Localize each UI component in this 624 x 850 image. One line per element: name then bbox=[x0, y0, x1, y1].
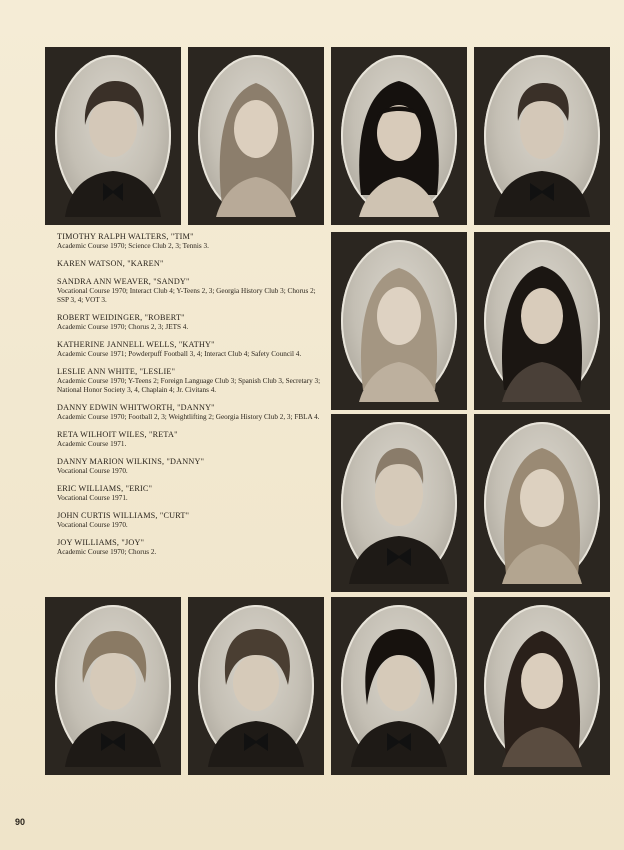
student-name: RETA WILHOIT WILES, "RETA" bbox=[57, 430, 178, 439]
student-activities: Academic Course 1970; Chorus 2. bbox=[57, 548, 157, 556]
student-name: ERIC WILLIAMS, "ERIC" bbox=[57, 484, 153, 493]
portrait-photo-12 bbox=[474, 597, 610, 775]
student-name: ROBERT WEIDINGER, "ROBERT" bbox=[57, 313, 185, 322]
list-item bbox=[57, 484, 327, 503]
student-activities: Academic Course 1970; Chorus 2, 3; JETS 4. bbox=[57, 323, 189, 331]
student-name: KATHERINE JANNELL WELLS, "KATHY" bbox=[57, 340, 215, 349]
student-activities: Vocational Course 1971. bbox=[57, 494, 128, 502]
list-item bbox=[57, 457, 327, 476]
student-activities: Vocational Course 1970. bbox=[57, 521, 128, 529]
student-activities: Vocational Course 1970. bbox=[57, 467, 128, 475]
list-item bbox=[57, 511, 327, 530]
portrait-photo-10 bbox=[188, 597, 324, 775]
list-item bbox=[57, 259, 327, 269]
student-name: LESLIE ANN WHITE, "LESLIE" bbox=[57, 367, 176, 376]
list-item bbox=[57, 277, 327, 305]
portrait-photo-7 bbox=[331, 414, 467, 592]
student-activities: Academic Course 1971; Powderpuff Football 3, 4; Interact Club 4; Safety Council 4. bbox=[57, 350, 302, 358]
portrait-photo-6 bbox=[474, 232, 610, 410]
student-activities: Vocational Course 1970; Interact Club 4; Y-Teens 2, 3; Georgia History Club 3; Chorus 2; SSP 3, 4; VOT 3. bbox=[57, 287, 316, 304]
student-name: TIMOTHY RALPH WALTERS, "TIM" bbox=[57, 232, 194, 241]
student-name: DANNY EDWIN WHITWORTH, "DANNY" bbox=[57, 403, 215, 412]
portrait-photo-1 bbox=[45, 47, 181, 225]
portrait-photo-5 bbox=[331, 232, 467, 410]
list-item bbox=[57, 403, 327, 422]
portrait-photo-2 bbox=[188, 47, 324, 225]
portrait-photo-3 bbox=[331, 47, 467, 225]
portrait-photo-9 bbox=[45, 597, 181, 775]
list-item bbox=[57, 430, 327, 449]
list-item bbox=[57, 367, 327, 395]
list-item bbox=[57, 538, 327, 557]
list-item bbox=[57, 232, 327, 251]
student-name: DANNY MARION WILKINS, "DANNY" bbox=[57, 457, 205, 466]
student-activities: Academic Course 1971. bbox=[57, 440, 127, 448]
student-activities: Academic Course 1970; Science Club 2, 3; Tennis 3. bbox=[57, 242, 209, 250]
student-activities: Academic Course 1970; Football 2, 3; Weightlifting 2; Georgia History Club 2, 3; FBLA 4. bbox=[57, 413, 320, 421]
portrait-photo-11 bbox=[331, 597, 467, 775]
portrait-photo-8 bbox=[474, 414, 610, 592]
portrait-photo-4 bbox=[474, 47, 610, 225]
student-name: KAREN WATSON, "KAREN" bbox=[57, 259, 164, 268]
student-activities: Academic Course 1970; Y-Teens 2; Foreign Language Club 3; Spanish Club 3, Secretary 3; National Honor Society 3, 4, Chaplain 4; Jr. Civitans 4. bbox=[57, 377, 321, 394]
senior-names-list bbox=[57, 232, 327, 565]
student-name: JOHN CURTIS WILLIAMS, "CURT" bbox=[57, 511, 190, 520]
student-name: JOY WILLIAMS, "JOY" bbox=[57, 538, 145, 547]
list-item bbox=[57, 313, 327, 332]
student-name: SANDRA ANN WEAVER, "SANDY" bbox=[57, 277, 190, 286]
page-number: 90 bbox=[15, 817, 26, 827]
list-item bbox=[57, 340, 327, 359]
